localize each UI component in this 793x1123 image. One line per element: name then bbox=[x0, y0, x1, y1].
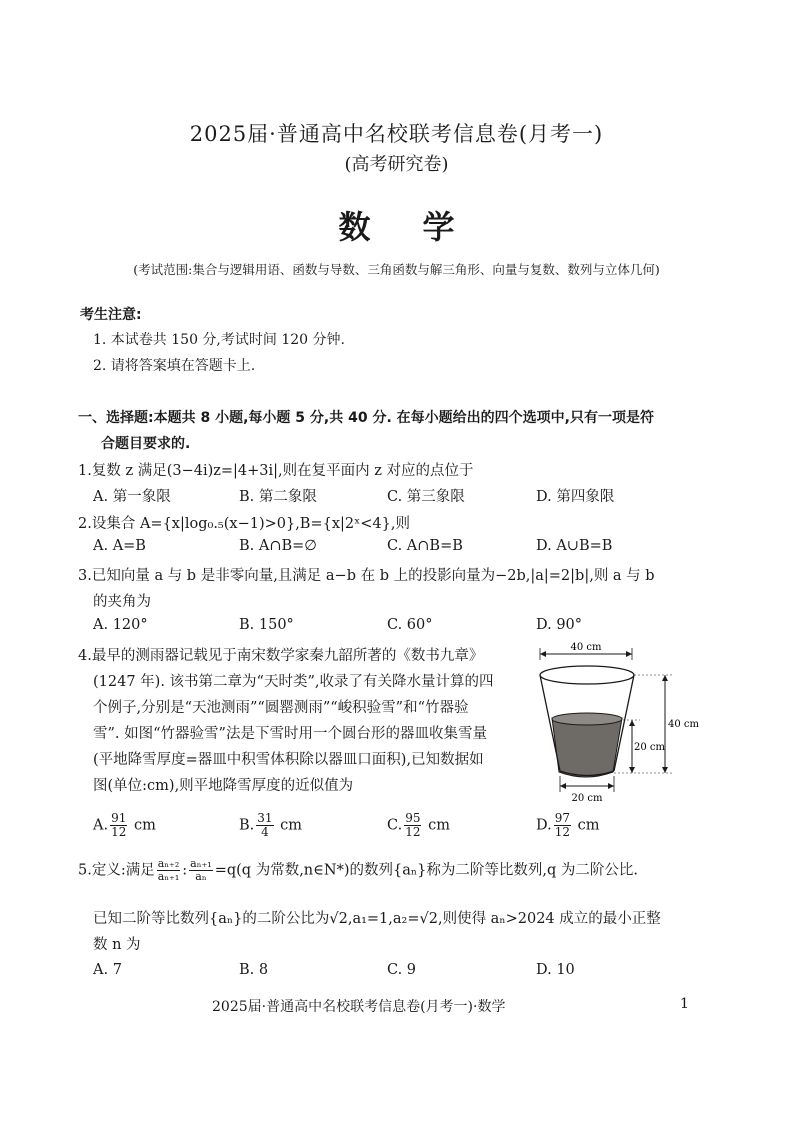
q2-option-d: D. A∪B=B bbox=[536, 538, 613, 554]
question-4-line-2: (1247 年). 该书第二章为“天时类”,收录了有关降水量计算的四 bbox=[93, 674, 494, 690]
question-3-stem: 3.已知向量 a 与 b 是非零向量,且满足 a−b 在 b 上的投影向量为−2b,|a|=2|b|,则 a 与 b bbox=[78, 568, 655, 584]
q5-option-d: D. 10 bbox=[536, 962, 575, 978]
q4-option-b: B. $\frac{31}{4}$ cm bbox=[239, 811, 303, 839]
q5-option-c: C. 9 bbox=[387, 962, 417, 978]
question-4-line-5: (平地降雪厚度=器皿中积雪体积除以器皿口面积),已知数据如 bbox=[93, 752, 484, 768]
q4-option-a: A. $\frac{91}{12}$ cm bbox=[93, 811, 156, 839]
q5-option-b: B. 8 bbox=[239, 962, 269, 978]
q3-option-c: C. 60° bbox=[387, 617, 433, 633]
question-2-stem: 2.设集合 A={x|log₀.₅(x−1)>0},B={x|2ˣ<4},则 bbox=[78, 516, 410, 532]
question-5-line-3: 数 n 为 bbox=[93, 937, 141, 953]
notice-heading: 考生注意: bbox=[80, 307, 142, 323]
subject-title: 数学 bbox=[338, 208, 507, 246]
q1-option-a: A. 第一象限 bbox=[93, 489, 171, 505]
question-5-line-2: 已知二阶等比数列{aₙ}的二阶公比为√2,a₁=1,a₂=√2,则使得 aₙ>2024 成立的最小正整 bbox=[93, 911, 661, 927]
question-4-line-6: 图(单位:cm),则平地降雪厚度的近似值为 bbox=[93, 778, 354, 794]
q1-option-c: C. 第三象限 bbox=[387, 489, 465, 505]
q1-option-d: D. 第四象限 bbox=[536, 489, 615, 505]
q2-option-a: A. A=B bbox=[93, 538, 146, 554]
bottom-dimension-label: 20 cm bbox=[571, 793, 603, 804]
page-footer: 2025届·普通高中名校联考信息卷(月考一)·数学 bbox=[212, 999, 506, 1015]
container-rim bbox=[540, 666, 634, 684]
q4-option-c: C. $\frac{95}{12}$ cm bbox=[387, 811, 450, 839]
question-4-line-4: 雪”. 如图“竹器验雪”法是下雪时用一个圆台形的器皿收集雪量 bbox=[93, 726, 487, 742]
height-dimension-label: 40 cm bbox=[668, 719, 699, 730]
notice-item-2: 2. 请将答案填在答题卡上. bbox=[93, 358, 256, 374]
top-dimension-label: 40 cm bbox=[570, 642, 602, 653]
question-5-stem: 5.定义:满足 $\frac{\text{aₙ₊₂}}{\text{aₙ₊₁}}$ : $\frac{\text{aₙ₊₁}}{\text{aₙ}}$ =q(q 为常数,n∈N*)的数列{aₙ}称为二阶等比数列,q 为二阶公比. bbox=[78, 857, 638, 883]
exam-scope: (考试范围:集合与逻辑用语、函数与导数、三角函数与解三角形、向量与复数、数列与立体几何) bbox=[133, 262, 660, 277]
q4-option-d: D. $\frac{97}{12}$ cm bbox=[536, 811, 600, 839]
q3-option-b: B. 150° bbox=[239, 617, 294, 633]
snow-fill bbox=[552, 718, 622, 777]
question-1-stem: 1.复数 z 满足(3−4i)z=|4+3i|,则在复平面内 z 对应的点位于 bbox=[78, 463, 474, 479]
q3-option-a: A. 120° bbox=[93, 617, 148, 633]
question-4-line-3: 个例子,分别是“天池测雨”“圆罂测雨”“峻积验雪”和“竹器验 bbox=[93, 700, 469, 716]
q5-option-a: A. 7 bbox=[93, 962, 122, 978]
snow-dimension-label: 20 cm bbox=[634, 742, 665, 753]
q2-option-b: B. A∩B=∅ bbox=[239, 538, 317, 554]
q3-option-d: D. 90° bbox=[536, 617, 583, 633]
q2-option-c: C. A∩B=B bbox=[387, 538, 463, 554]
page-number: 1 bbox=[680, 996, 689, 1012]
section-heading-cont: 合题目要求的. bbox=[101, 436, 191, 452]
question-4-line-1: 4.最早的测雨器记载见于南宋数学家秦九韶所著的《数书九章》 bbox=[78, 648, 484, 664]
exam-title: 2025届·普通高中名校联考信息卷(月考一) bbox=[189, 122, 604, 146]
notice-item-1: 1. 本试卷共 150 分,考试时间 120 分钟. bbox=[93, 332, 345, 348]
question-3-stem-cont: 的夹角为 bbox=[93, 594, 151, 610]
snow-surface bbox=[552, 713, 622, 725]
q1-option-b: B. 第二象限 bbox=[239, 489, 317, 505]
snow-container-figure bbox=[532, 640, 712, 806]
exam-subtitle: (高考研究卷) bbox=[344, 154, 449, 175]
section-heading: 一、选择题:本题共 8 小题,每小题 5 分,共 40 分. 在每小题给出的四个选项中,只有一项是符 bbox=[78, 410, 654, 426]
